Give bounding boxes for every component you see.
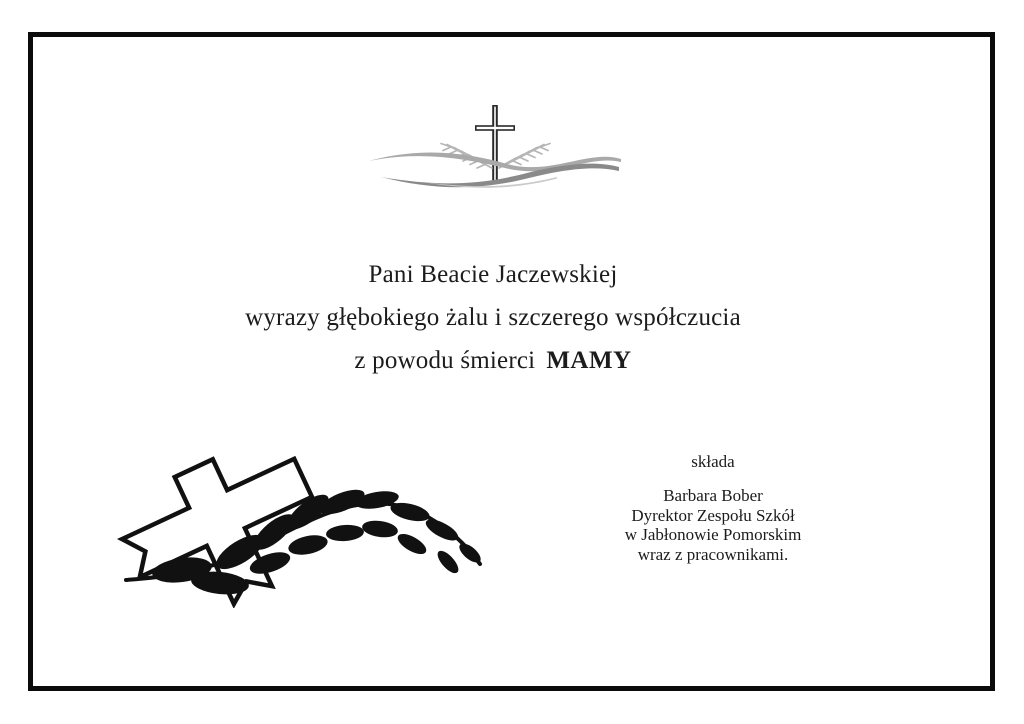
cause-emphasis: MAMY [546, 347, 632, 374]
recipient-line: Pani Beacie Jaczewskiej [368, 261, 618, 288]
sympathy-line: wyrazy głębokiego żalu i szczerego współczucia [245, 304, 741, 331]
signature-intro: składa [691, 452, 735, 471]
signature-block [563, 452, 863, 564]
memorial-cross-icon [475, 105, 515, 183]
condolence-message [0, 253, 986, 382]
cause-line [0, 339, 986, 382]
signature-title: Dyrektor Zespołu Szkół [631, 505, 795, 525]
signature-name: Barbara Bober [663, 486, 763, 505]
cause-prefix: z powodu śmierci [354, 347, 536, 374]
signature-location: w Jabłonowie Pomorskim [624, 525, 802, 544]
signature-coworkers: wraz z pracownikami. [637, 544, 789, 564]
tilted-cross-with-palm-branch-icon [112, 450, 492, 608]
cross-with-wheat-and-waves-icon [365, 98, 625, 193]
